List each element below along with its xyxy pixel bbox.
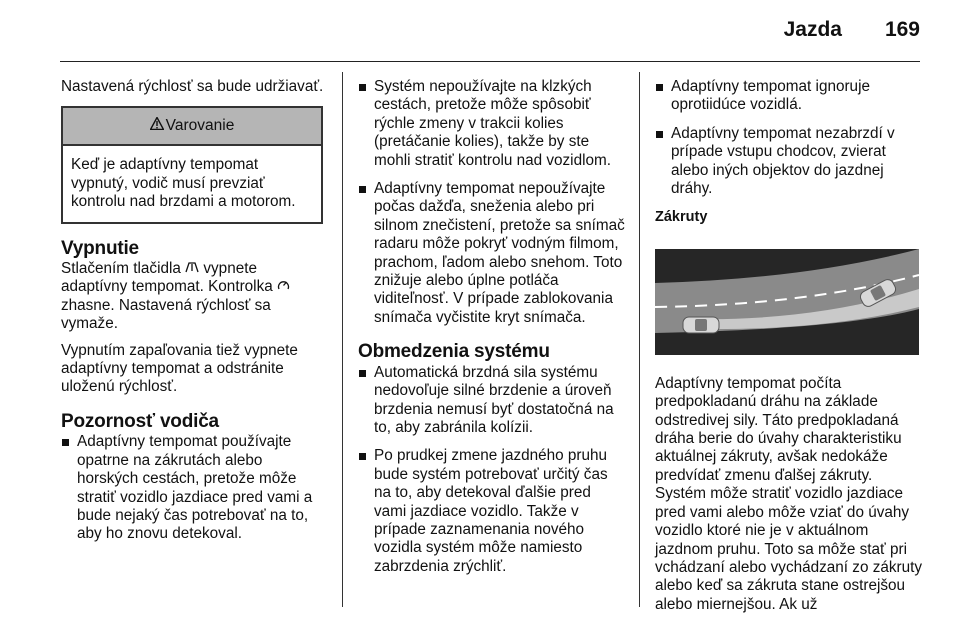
list-item-text: Automatická brzdná sila systému nedovoľuje silné brzdenie a úroveň brzdenia nemusí byť dostatočná na to, aby zabránila kolízii. (374, 363, 614, 436)
warning-title: Varovanie (165, 117, 235, 135)
column-1 (61, 78, 327, 554)
cruise-control-icon (185, 262, 199, 276)
vypnutie-paragraph-1 (61, 260, 327, 334)
list-item-text: Adaptívny tempomat používajte opatrne na zákrutách alebo horských cestách, pretože môže stratiť vozidlo jazdiace pred vami a bude nejaký čas potrebovať na to, aby ho znovu detekoval. (77, 433, 313, 543)
list-item-text: Po prudkej zmene jazdného pruhu bude systém potrebovať určitý čas na to, aby detekoval ďalšie pred vami jazdiace vozidlo. Takže v prípade zaznamenania nového vozidla systém môže namiesto zabrzdenia zrýchliť. (374, 447, 608, 575)
warning-triangle-icon (150, 117, 164, 135)
bullet-icon (359, 186, 366, 193)
page-number: 169 (884, 18, 920, 41)
column-2 (358, 78, 626, 586)
text-run: zhasne. Nastavená rýchlosť sa vymaže. (61, 296, 271, 333)
warning-header (63, 108, 321, 146)
own-vehicle-icon (683, 317, 719, 333)
zakruty-paragraph: Adaptívny tempomat počíta predpokladanú dráhu na základe odstredivej sily. Táto predpokladaná dráha berie do úvahy charakteristiku aktuálnej zákruty, avšak nedokáže predvídať zmenu ďalšej zákruty. Systém môže stratiť vozidlo jazdiace pred vami alebo môže vziať do úvahy vozidlo ktoré nie je v aktuálnom jazdnom pruhu. Toto sa môže stať pri vchádzaní alebo vychádzaní zo zákruty alebo keď sa zákruta stane ostrejšou alebo miernejšou. Ak už (655, 374, 923, 613)
list-item (358, 447, 626, 576)
bullet-icon (359, 84, 366, 91)
list-item-text: Adaptívny tempomat nepoužívajte počas dažďa, sneženia alebo pri silnom znečistení, pretože sa snímač radaru môže pokryť vodným filmom, prachom, ľadom alebo snehom. Toto znižuje alebo úplne potláča viditeľnosť. V prípade zablokovania snímača vyčistite kryt snímača. (374, 180, 625, 326)
list-item-text: Adaptívny tempomat ignoruje oprotiidúce vozidlá. (671, 78, 870, 114)
text-run: Stlačením tlačidla (61, 260, 186, 278)
page-header (60, 0, 920, 60)
text-run: vypnete adaptívny tempomat. Kontrolka (61, 260, 277, 296)
vypnutie-paragraph-2: Vypnutím zapaľovania tiež vypnete adaptívny tempomat a odstránite uloženú rýchlosť. (61, 341, 298, 396)
header-rule (60, 61, 920, 62)
list-item (358, 364, 626, 438)
bullet-icon (359, 453, 366, 460)
bullet-icon (62, 439, 69, 446)
heading-zakruty: Zákruty (655, 209, 708, 226)
bullet-list (358, 78, 626, 327)
heading-pozornost: Pozornosť vodiča (61, 410, 219, 432)
column-divider (342, 72, 343, 607)
warning-body: Keď je adaptívny tempomat vypnutý, vodič musí prevziať kontrolu nad brzdami a motorom. (71, 156, 296, 211)
bullet-icon (656, 131, 663, 138)
pozornost-list (61, 433, 327, 543)
column-3 (655, 78, 923, 622)
intro-paragraph: Nastavená rýchlosť sa bude udržiavať. (61, 78, 324, 95)
curve-illustration (655, 249, 919, 355)
bullet-icon (656, 84, 663, 91)
bullet-list (655, 78, 923, 198)
warning-box (61, 106, 323, 223)
heading-vypnutie: Vypnutie (61, 237, 139, 259)
obmedzenia-list (358, 364, 626, 576)
list-item (655, 78, 923, 115)
section-title: Jazda (783, 18, 842, 41)
list-item (61, 433, 327, 543)
heading-obmedzenia: Obmedzenia systému (358, 341, 550, 363)
list-item (358, 180, 626, 327)
list-item-text: Adaptívny tempomat nezabrzdí v prípade vstupu chodcov, zvierat alebo iných objektov do jazdnej dráhy. (671, 124, 895, 198)
column-divider (639, 72, 640, 607)
bullet-icon (359, 370, 366, 377)
cruise-indicator-icon (277, 280, 290, 294)
list-item (655, 125, 923, 199)
list-item-text: Systém nepoužívajte na klzkých cestách, pretože môže spôsobiť rýchle zmeny v trakcii kolies (pretáčanie kolies), takže by ste mohli stratiť kontrolu nad vozidlom. (374, 78, 611, 169)
list-item (358, 78, 626, 170)
